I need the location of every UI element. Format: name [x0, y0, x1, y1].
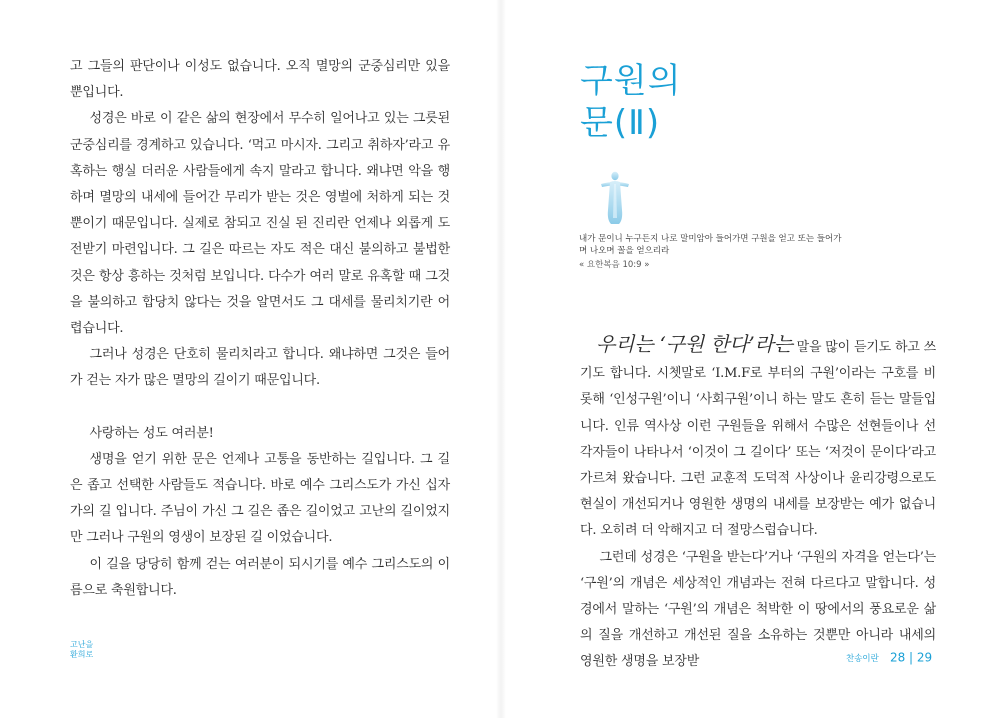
running-head: 찬송이란	[846, 653, 879, 664]
lead-in-phrase: 우리는 ‘구원 한다’라는	[596, 332, 793, 356]
left-paragraph-2: 성경은 바로 이 같은 삶의 현장에서 무수히 일어나고 있는 그릇된 군중심리를 경계하고 있습니다. ‘먹고 마시자. 그리고 취하자’라고 유혹하는 행실 더러운 사람들에게 속지 말라고 합니다. 왜냐면 악을 행하며 멸망의 내세에 들어간 무리가 받는 것은 영벌에 처하게 되는 것뿐이기 때문입니다. 실제로 참되고 진실 된 진리란 언제나 외롭게 도전받기 마련입니다. 그 길은 따르는 자도 적은 대신 불의하고 불법한 것은 항상 흥하는 것처럼 보입니다. 다수가 여러 말로 유혹할 때 그것을 불의하고 합당치 않다는 것을 알면서도 그 대세를 물리치기란 어렵습니다.	[70, 111, 450, 337]
left-footer-line-2: 환희로	[70, 650, 94, 659]
right-page	[500, 0, 1000, 718]
left-paragraph-1: 고 그들의 판단이나 이성도 없습니다. 오직 멸망의 군중심리만 있을 뿐입니다.	[70, 59, 450, 101]
right-running-footer	[846, 647, 932, 666]
right-paragraph-1-text: 말을 많이 듣기도 하고 쓰기도 합니다. 시쳇말로 ‘I.M.F로 부터의 구원’이라는 구호를 비롯해 ‘인성구원’이니 ‘사회구원’이니 하는 말도 흔히 듣는 말들입니다. 인류 역사상 이런 구원들을 위해서 수많은 선현들이나 선각자들이 나타나서 ‘이것이 그 길이다’ 또는 ‘저것이 문이다’라고 가르쳐 왔습니다. 그런 교훈적 도덕적 사상이나 윤리강령으로도 현실이 개선되거나 영원한 생명의 내세를 보장받는 예가 없습니다. 오히려 더 악해지고 더 절망스럽습니다.	[580, 340, 936, 539]
right-paragraph-1	[580, 331, 936, 545]
chapter-title-line-2: 문(Ⅱ)	[580, 103, 661, 143]
left-paragraph-address: 사랑하는 성도 여러분!	[89, 425, 214, 441]
jesus-statue-figure-icon	[595, 170, 635, 226]
right-paragraph-2: 그런데 성경은 ‘구원을 받는다’거나 ‘구원의 자격을 얻는다’는 ‘구원’의 개념은 세상적인 개념과는 전혀 다르다고 말합니다. 성경에서 말하는 ‘구원’의 개념은 척박한 이 땅에서의 풍요로운 삶의 질을 개선하고 개선된 질을 소유하는 것뿐만 아니라 내세의 영원한 생명을 보장받	[580, 549, 936, 670]
scripture-quote-text: 내가 문이니 누구든지 나로 말미암아 들어가면 구원을 얻고 또는 들어가며 나오며 꼴을 얻으리라	[579, 234, 842, 256]
page-numbers: 28 | 29	[889, 650, 933, 665]
right-body-text	[580, 331, 936, 676]
paragraph-gap	[70, 395, 450, 421]
left-paragraph-6: 이 길을 당당히 함께 걷는 여러분이 되시기를 예수 그리스도의 이름으로 축원합니다.	[70, 556, 450, 598]
scripture-reference: « 요한복음 10:9 »	[579, 260, 650, 270]
left-paragraph-5: 생명을 얻기 위한 문은 언제나 고통을 동반하는 길입니다. 그 길은 좁고 선택한 사람들도 적습니다. 바로 예수 그리스도가 가신 십자가의 길 입니다. 주님이 가신 그 길은 좁은 길이었고 고난의 길이었지만 그러나 구원의 영생이 보장된 길 이었습니다.	[70, 451, 450, 546]
left-running-footer	[70, 640, 93, 660]
left-body-text	[70, 54, 450, 604]
scripture-quote	[579, 233, 849, 271]
left-paragraph-3: 그러나 성경은 단호히 물리치라고 합니다. 왜냐하면 그것은 들어가 걷는 자가 많은 멸망의 길이기 때문입니다.	[70, 347, 450, 389]
chapter-title	[580, 60, 682, 144]
left-footer-line-1: 고난을	[70, 640, 94, 649]
chapter-title-line-1: 구원의	[580, 61, 682, 101]
